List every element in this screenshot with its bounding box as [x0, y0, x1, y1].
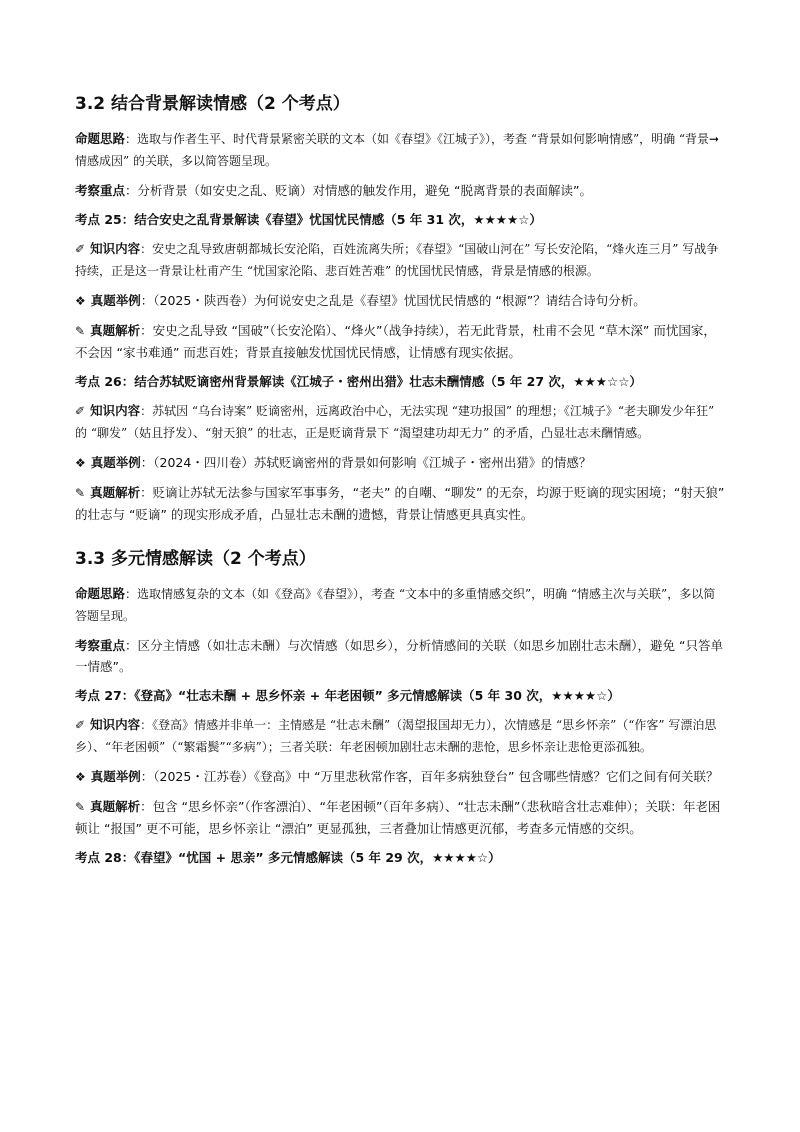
- intro-paragraph: [75, 180, 727, 201]
- section-heading: 3.3 多元情感解读（2 个考点）: [75, 549, 316, 569]
- intro-paragraph: [75, 635, 727, 677]
- intro-text: ：区分主情感（如壮志未酬）与次情感（如思乡），分析情感间的关联（如思乡加剧壮志未酬），避免 “只答单一情感”。: [75, 638, 723, 674]
- example-text: ：（2025・江苏卷）《登高》中 “万里悲秋常作客，百年多病独登台” 包含哪些情感？它们之间有何关联？: [140, 769, 719, 784]
- diamond-bullet-icon: ❖: [75, 456, 86, 470]
- knowledge-paragraph: [75, 238, 727, 282]
- example-paragraph: [75, 766, 727, 788]
- analysis-text: ：包含 “思乡怀亲”（作客漂泊）、“年老困顿”（百年多病）、“壮志未酬”（悲秋暗含壮志难伸）；关联：年老困顿让 “报国” 更不可能，思乡怀亲让 “漂泊” 更显孤独，三者叠加让情感更沉郁，考查多元情感的交织。: [75, 799, 721, 836]
- document-content: [75, 92, 727, 876]
- analysis-text: ：安史之乱导致 “国破”（长安沦陷）、“烽火”（战争持续），若无此背景，杜甫不会见 “草木深” 而忧国家，不会因 “家书难通” 而悲百姓；背景直接触发忧国忧民情感，让情感有现实依据。: [75, 323, 716, 360]
- exam-point-title: 考点 28：《春望》“忧国 + 思亲” 多元情感解读（5 年 29 次，★★★★☆）: [75, 850, 501, 865]
- analysis-paragraph: [75, 320, 727, 363]
- example-paragraph: [75, 452, 727, 474]
- knowledge-text: ：苏轼因 “乌台诗案” 贬谪密州，远离政治中心，无法实现 “建功报国” 的理想；《江城子》“老夫聊发少年狂” 的 “聊发”（姑且抒发）、“射天狼” 的壮志，正是贬谪背景下 “渴望建功却无力” 的矛盾，凸显壮志未酬情感。: [75, 404, 715, 440]
- pencil-icon: ✐: [75, 718, 86, 732]
- example-text: ：（2025・陕西卷）为何说安史之乱是《春望》忧国忧民情感的 “根源”？请结合诗句分析。: [140, 293, 646, 308]
- knowledge-paragraph: [75, 714, 727, 758]
- intro-label: 命题思路: [75, 131, 126, 146]
- exam-point-title: 考点 26：结合苏轼贬谪密州背景解读《江城子・密州出猎》壮志未酬情感（5 年 27 次，★★★☆☆）: [75, 374, 642, 389]
- intro-paragraph: [75, 583, 727, 627]
- diamond-bullet-icon: ❖: [75, 294, 86, 308]
- analysis-label: 真题解析: [90, 799, 141, 814]
- intro-paragraph: [75, 128, 727, 172]
- intro-text: ：选取与作者生平、时代背景紧密关联的文本（如《春望》《江城子》），考查 “背景如何影响情感”，明确 “背景➞情感成因” 的关联，多以简答题呈现。: [75, 132, 720, 168]
- intro-text: ：分析背景（如安史之乱、贬谪）对情感的触发作用，避免 “脱离背景的表面解读”。: [125, 183, 592, 198]
- pencil-icon: ✐: [75, 242, 86, 256]
- example-label: 真题举例: [90, 293, 141, 308]
- knowledge-label: 知识内容: [90, 717, 141, 732]
- knowledge-text: ：《登高》情感并非单一：主情感是 “壮志未酬”（渴望报国却无力），次情感是 “思乡怀亲”（“作客” 写漂泊思乡）、“年老困顿”（“繁霜鬓”“多病”）；三者关联：年老困顿加剧壮志未酬的悲怆，思乡怀亲让悲怆更添孤独。: [75, 718, 717, 754]
- example-label: 真题举例: [90, 455, 141, 470]
- pencil-icon: ✐: [75, 404, 86, 418]
- knowledge-label: 知识内容: [90, 241, 141, 256]
- example-label: 真题举例: [90, 769, 141, 784]
- intro-label: 考察重点: [75, 638, 126, 653]
- analysis-label: 真题解析: [90, 485, 141, 500]
- knowledge-label: 知识内容: [90, 403, 141, 418]
- intro-text: ：选取情感复杂的文本（如《登高》《春望》），考查 “文本中的多重情感交织”，明确 “情感主次与关联”，多以简答题呈现。: [75, 587, 716, 623]
- exam-point-title: 考点 25：结合安史之乱背景解读《春望》忧国忧民情感（5 年 31 次，★★★★☆）: [75, 212, 542, 227]
- pen-icon: ✎: [75, 486, 86, 500]
- analysis-paragraph: [75, 796, 727, 839]
- section-heading: 3.2 结合背景解读情感（2 个考点）: [75, 94, 350, 114]
- example-text: ：（2024・四川卷）苏轼贬谪密州的背景如何影响《江城子・密州出猎》的情感？: [140, 455, 592, 470]
- pen-icon: ✎: [75, 800, 86, 814]
- intro-label: 考察重点: [75, 183, 126, 198]
- intro-label: 命题思路: [75, 586, 126, 601]
- analysis-text: ：贬谪让苏轼无法参与国家军事事务，“老夫” 的自嘲、“聊发” 的无奈，均源于贬谪的现实困境；“射天狼” 的壮志与 “贬谪” 的现实形成矛盾，凸显壮志未酬的遗憾，背景让情感更具真实性。: [75, 485, 725, 522]
- exam-point-title: 考点 27：《登高》“壮志未酬 + 思乡怀亲 + 年老困顿” 多元情感解读（5 年 30 次，★★★★☆）: [75, 688, 620, 703]
- analysis-label: 真题解析: [90, 323, 141, 338]
- diamond-bullet-icon: ❖: [75, 770, 86, 784]
- knowledge-paragraph: [75, 400, 727, 444]
- pen-icon: ✎: [75, 324, 86, 338]
- analysis-paragraph: [75, 482, 727, 525]
- knowledge-text: ：安史之乱导致唐朝都城长安沦陷，百姓流离失所；《春望》“国破山河在” 写长安沦陷，“烽火连三月” 写战争持续，正是这一背景让杜甫产生 “忧国家沦陷、悲百姓苦难” 的忧国忧民情感，背景是情感的根源。: [75, 242, 719, 278]
- example-paragraph: [75, 290, 727, 312]
